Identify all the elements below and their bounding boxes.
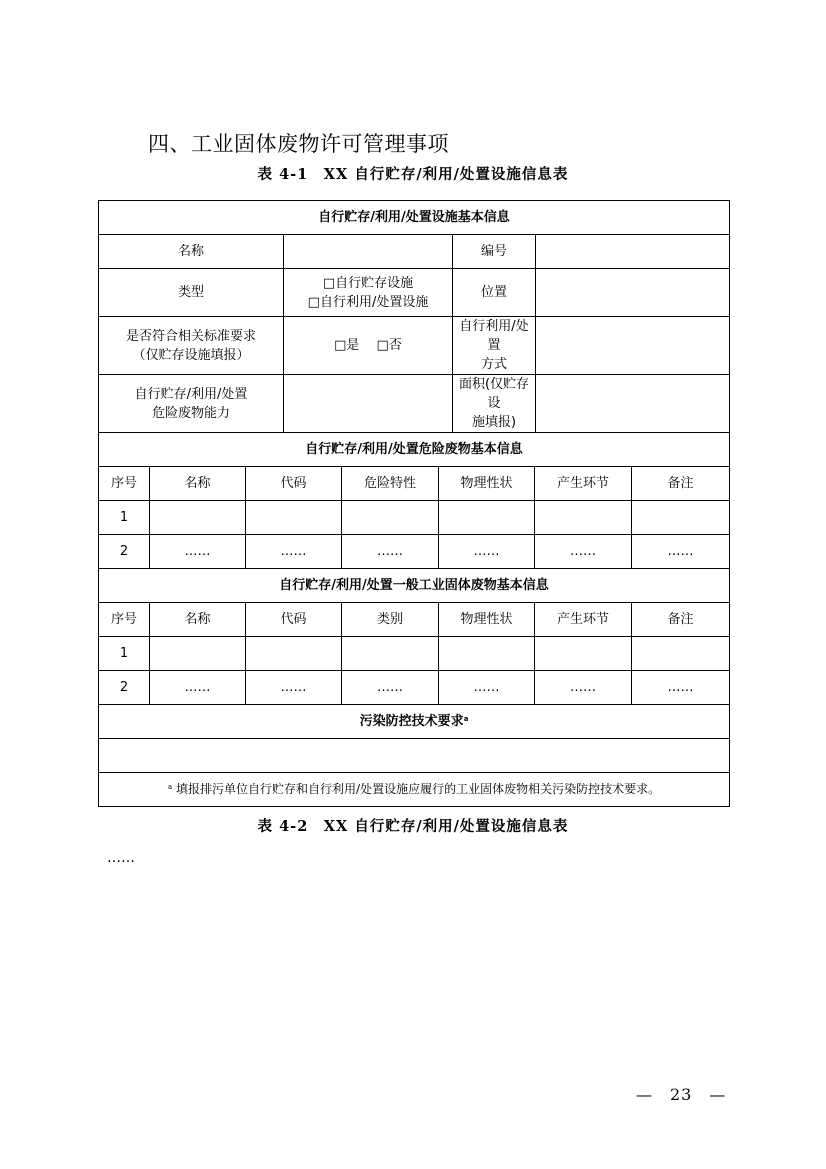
general-waste-header: 自行贮存/利用/处置一般工业固体废物基本信息: [99, 569, 730, 603]
hazardous-column-header: 代码: [246, 467, 342, 501]
table-row: [99, 671, 730, 705]
hazardous-column-header: 产生环节: [535, 467, 632, 501]
hazardous-waste-header: 自行贮存/利用/处置危险废物基本信息: [99, 433, 730, 467]
table-cell: [439, 637, 535, 671]
general-columns-row: [99, 603, 730, 637]
location-label: 位置: [453, 269, 536, 317]
method-value-cell: [536, 317, 730, 375]
type-option-disposal: □自行利用/处置设施: [307, 294, 429, 310]
table-cell: 2: [99, 535, 150, 569]
table-cell: [150, 637, 246, 671]
method-label-line2: 方式: [480, 357, 507, 372]
table-cell: 2: [99, 671, 150, 705]
pollution-control-value-cell: [99, 739, 730, 773]
page-number: — 23 —: [636, 1085, 727, 1104]
general-column-header: 产生环节: [535, 603, 632, 637]
table-cell: ……: [535, 671, 632, 705]
area-label-line1: 面积(仅贮存设: [458, 377, 530, 411]
table-cell: [632, 501, 730, 535]
table-row: [99, 535, 730, 569]
area-label-line2: 施填报): [471, 415, 517, 430]
table-cell: [342, 637, 439, 671]
table-cell: [150, 501, 246, 535]
name-label: 名称: [99, 235, 284, 269]
name-value-cell: [284, 235, 453, 269]
hazardous-columns-row: [99, 467, 730, 501]
hazardous-column-header: 物理性状: [439, 467, 535, 501]
capacity-label-line1: 自行贮存/利用/处置: [134, 386, 248, 402]
table-4-2-caption: 表 4-2 XX 自行贮存/利用/处置设施信息表: [257, 818, 569, 835]
table-row: [99, 637, 730, 671]
compliance-label-line2: （仅贮存设施填报）: [132, 347, 250, 363]
footnote-marker: a: [168, 783, 173, 791]
table-cell: ……: [632, 535, 730, 569]
number-value-cell: [536, 235, 730, 269]
compliance-options: □是 □否: [284, 317, 453, 375]
hazardous-column-header: 备注: [632, 467, 730, 501]
section-heading: 四、工业固体废物许可管理事项: [148, 132, 449, 156]
table-row: [99, 501, 730, 535]
general-column-header: 物理性状: [439, 603, 535, 637]
general-column-header: 备注: [632, 603, 730, 637]
table-cell: 1: [99, 501, 150, 535]
compliance-label: [99, 317, 284, 375]
table-cell: [342, 501, 439, 535]
general-column-header: 类别: [342, 603, 439, 637]
general-column-header: 序号: [99, 603, 150, 637]
general-column-header: 名称: [150, 603, 246, 637]
table-cell: ……: [150, 671, 246, 705]
footnote-text: 填报排污单位自行贮存和自行利用/处置设施应履行的工业固体废物相关污染防控技术要求。: [176, 782, 661, 796]
hazardous-column-header: 名称: [150, 467, 246, 501]
table-cell: [535, 501, 632, 535]
table-cell: [632, 637, 730, 671]
pollution-control-header-text: 污染防控技术要求: [359, 714, 464, 729]
table-cell: ……: [535, 535, 632, 569]
table-cell: ……: [632, 671, 730, 705]
hazardous-column-header: 危险特性: [342, 467, 439, 501]
footnote-marker: a: [463, 715, 469, 723]
type-label: 类型: [99, 269, 284, 317]
hazardous-column-header: 序号: [99, 467, 150, 501]
table-4-1-caption: 表 4-1 XX 自行贮存/利用/处置设施信息表: [257, 166, 569, 183]
capacity-label: [99, 375, 284, 433]
capacity-label-line2: 危险废物能力: [151, 405, 230, 421]
table-cell: ……: [246, 535, 342, 569]
capacity-value-cell: [284, 375, 453, 433]
general-column-header: 代码: [246, 603, 342, 637]
area-value-cell: [536, 375, 730, 433]
table-cell: ……: [439, 671, 535, 705]
location-value-cell: [536, 269, 730, 317]
table-cell: ……: [439, 535, 535, 569]
basic-info-header: 自行贮存/利用/处置设施基本信息: [99, 201, 730, 235]
area-label: [453, 375, 536, 433]
facility-info-table: [98, 200, 730, 807]
table-cell: ……: [150, 535, 246, 569]
table-cell: ……: [246, 671, 342, 705]
table-cell: [246, 501, 342, 535]
type-option-storage: □自行贮存设施: [322, 275, 414, 291]
table-cell: [535, 637, 632, 671]
type-options-cell: [284, 269, 453, 317]
table-cell: [246, 637, 342, 671]
method-label-line1: 自行利用/处置: [459, 319, 529, 353]
table-cell: ……: [342, 535, 439, 569]
compliance-label-line1: 是否符合相关标准要求: [125, 328, 256, 344]
continuation-ellipsis: ……: [107, 850, 135, 866]
table-footnote: [99, 773, 730, 807]
number-label: 编号: [453, 235, 536, 269]
table-cell: [439, 501, 535, 535]
table-cell: ……: [342, 671, 439, 705]
method-label: [453, 317, 536, 375]
pollution-control-header: [99, 705, 730, 739]
table-cell: 1: [99, 637, 150, 671]
